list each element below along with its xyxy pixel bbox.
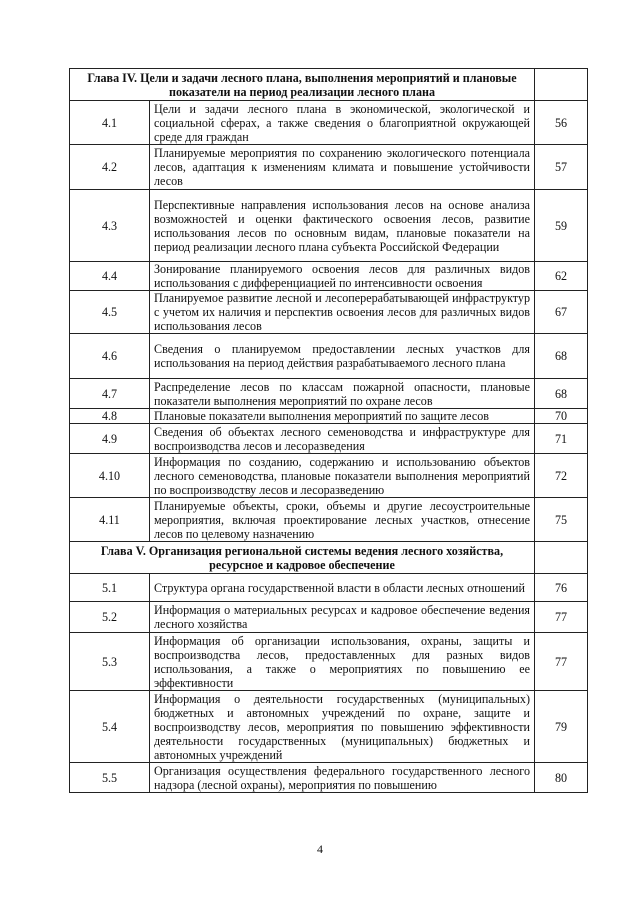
entry-page: 57 [535,145,588,190]
toc-entry-row [70,691,588,763]
toc-entry-row [70,262,588,291]
chapter-page-cell [535,69,588,101]
toc-entry-row [70,454,588,498]
entry-page: 77 [535,602,588,633]
entry-page: 56 [535,101,588,145]
entry-page: 68 [535,379,588,409]
page-number: 4 [317,842,323,856]
entry-page: 71 [535,424,588,454]
toc-chapter-row [70,542,588,574]
entry-text: Распределение лесов по классам пожарной опасности, плановые показатели выполнения мероприятий по охране лесов [150,379,535,409]
entry-number: 5.3 [70,633,150,691]
entry-number: 4.8 [70,409,150,424]
toc-entry-row [70,633,588,691]
entry-page: 59 [535,190,588,262]
entry-number: 4.10 [70,454,150,498]
entry-text: Планируемые объекты, сроки, объемы и другие лесоустроительные мероприятия, включая проектирование лесных участков, отнесение лесов по целевому назначению [150,498,535,542]
entry-number: 5.5 [70,763,150,793]
entry-number: 4.5 [70,291,150,334]
toc-body [70,69,588,793]
toc-entry-row [70,602,588,633]
entry-text: Перспективные направления использования лесов на основе анализа возможностей и оценки фактического освоения лесов, развитие использования лесов по основным видам, плановые показатели на период реализации лесного плана субъекта Российской Федерации [150,190,535,262]
entry-page: 72 [535,454,588,498]
entry-number: 4.3 [70,190,150,262]
entry-text: Цели и задачи лесного плана в экономической, экологической и социальной сферах, а также сведения о благоприятной окружающей среде для граждан [150,101,535,145]
toc-entry-row [70,379,588,409]
entry-text: Организация осуществления федерального государственного лесного надзора (лесной охраны), мероприятия по повышению [150,763,535,793]
entry-text: Структура органа государственной власти в области лесных отношений [150,574,535,602]
entry-number: 4.7 [70,379,150,409]
entry-number: 4.11 [70,498,150,542]
chapter-title: Глава IV. Цели и задачи лесного плана, выполнения мероприятий и плановые показатели на период реализации лесного плана [70,69,535,101]
entry-number: 5.1 [70,574,150,602]
entry-page: 80 [535,763,588,793]
entry-text: Сведения о планируемом предоставлении лесных участков для использования на период действия разрабатываемого лесного плана [150,334,535,379]
entry-page: 75 [535,498,588,542]
toc-entry-row [70,409,588,424]
toc-entry-row [70,291,588,334]
entry-number: 5.4 [70,691,150,763]
chapter-page-cell [535,542,588,574]
toc-entry-row [70,190,588,262]
entry-page: 76 [535,574,588,602]
toc-entry-row [70,424,588,454]
entry-number: 4.9 [70,424,150,454]
entry-text: Информация по созданию, содержанию и использованию объектов лесного семеноводства, плановые показатели выполнения мероприятий по воспроизводству лесов и лесоразведению [150,454,535,498]
entry-number: 4.4 [70,262,150,291]
entry-text: Планируемые мероприятия по сохранению экологического потенциала лесов, адаптация к изменениям климата и повышение устойчивости лесов [150,145,535,190]
entry-text: Информация о материальных ресурсах и кадровое обеспечение ведения лесного хозяйства [150,602,535,633]
entry-text: Информация о деятельности государственных (муниципальных) бюджетных и автономных учреждений по охране, защите и воспроизводству лесов, мероприятия по повышению эффективности деятельности государственных (муниципальных) бюджетных и автономных учреждений [150,691,535,763]
entry-number: 5.2 [70,602,150,633]
entry-number: 4.6 [70,334,150,379]
toc-entry-row [70,334,588,379]
entry-text: Планируемое развитие лесной и лесоперерабатывающей инфраструктур с учетом их наличия и перспектив освоения лесов для различных видов использования лесов [150,291,535,334]
toc-entry-row [70,498,588,542]
entry-text: Сведения об объектах лесного семеноводства и инфраструктуре для воспроизводства лесов и лесоразведения [150,424,535,454]
toc-entry-row [70,574,588,602]
toc-entry-row [70,145,588,190]
toc-entry-row [70,101,588,145]
entry-number: 4.1 [70,101,150,145]
entry-page: 67 [535,291,588,334]
toc-chapter-row [70,69,588,101]
chapter-title: Глава V. Организация региональной системы ведения лесного хозяйства, ресурсное и кадровое обеспечение [70,542,535,574]
entry-text: Плановые показатели выполнения мероприятий по защите лесов [150,409,535,424]
toc-table [69,68,588,793]
entry-text: Информация об организации использования, охраны, защиты и воспроизводства лесов, предоставленных для разных видов использования, а также о мероприятиях по повышению ее эффективности [150,633,535,691]
entry-page: 70 [535,409,588,424]
entry-page: 77 [535,633,588,691]
entry-text: Зонирование планируемого освоения лесов для различных видов использования с дифференциацией по интенсивности освоения [150,262,535,291]
toc-entry-row [70,763,588,793]
entry-number: 4.2 [70,145,150,190]
entry-page: 79 [535,691,588,763]
entry-page: 68 [535,334,588,379]
entry-page: 62 [535,262,588,291]
